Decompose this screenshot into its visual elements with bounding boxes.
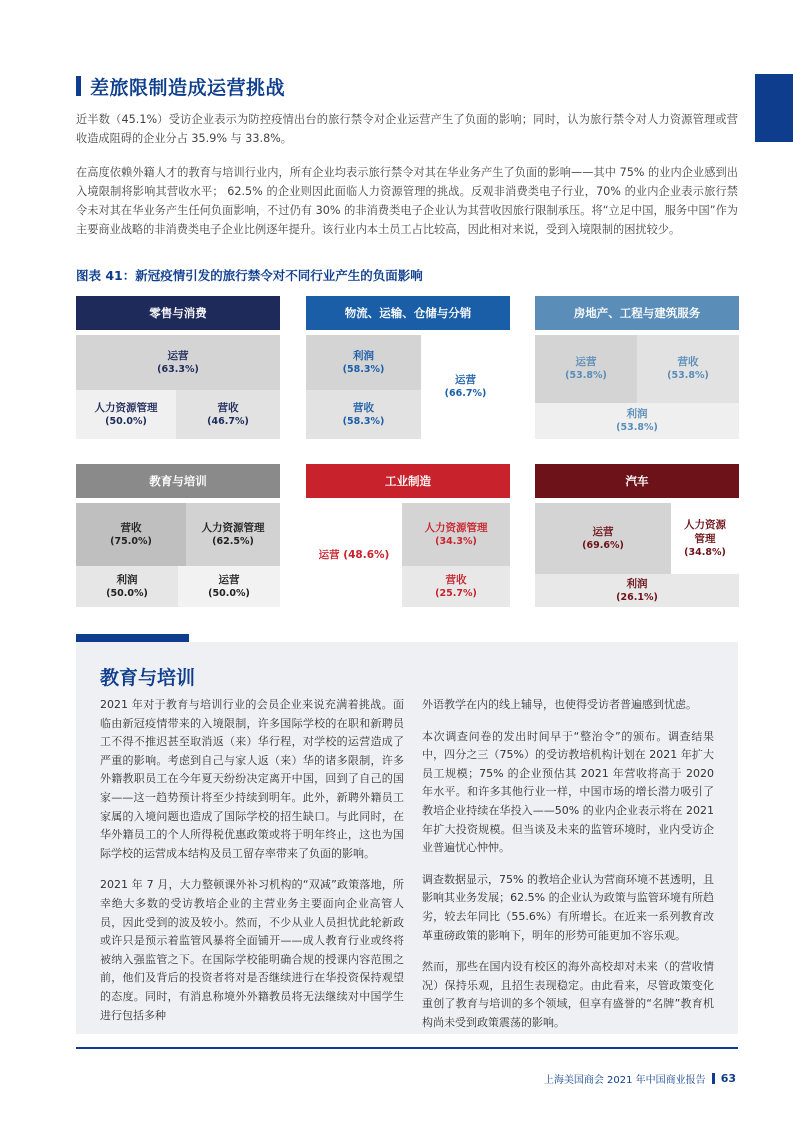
panel-logistics <box>306 296 510 439</box>
cell-operations: 运营 (66.7%) <box>421 335 510 439</box>
box-paragraph: 本次调查问卷的发出时间早于“整治令”的颁布。调查结果中，四分之三（75%）的受访教培机构计划在 2021 年扩大员工规模；75% 的企业预估其 2021 年营收将高于 2020 年水平。和许多其他行业一样，中国市场的增长潜力吸引了教培企业持续在华投入——50% 的业内企业表示将在 2021 年扩大投资规模。但当谈及未来的监管环境时，业内受访企业普遍忧心忡忡。 <box>422 729 714 855</box>
panel-header: 汽车 <box>535 464 739 498</box>
panel-retail <box>76 296 280 439</box>
heading-bar <box>76 76 81 96</box>
panel-automotive <box>535 464 739 607</box>
cell-hr: 人力资源管理 (34.3%) <box>402 503 510 566</box>
paragraph-2: 在高度依赖外籍人才的教育与培训行业内，所有企业均表示旅行禁令对其在华业务产生了负面的影响——其中 75% 的业内企业感到出入境限制将影响其营收水平； 62.5% 的企业则因此面临人力资源管理的挑战。反观非消费类电子行业，70% 的业内企业表示旅行禁令未对其在华业务产生任何负面影响，不过仍有 30% 的非消费类电子企业认为其营收因旅行限制承压。将“立足中国，服务中国”作为主要商业战略的非消费类电子企业比例逐年提升。该行业内本土员工占比较高，因此相对来说，受到入境限制的困扰较少。 <box>76 166 738 236</box>
cell-hr: 人力资源 管理 (34.8%) <box>671 503 739 574</box>
box-column-right <box>422 696 714 1046</box>
panel-header: 房地产、工程与建筑服务 <box>535 296 739 330</box>
cell-hr: 人力资源管理 (62.5%) <box>186 503 280 566</box>
cell-profit: 利润 (50.0%) <box>76 566 178 607</box>
figure-title: 图表 41：新冠疫情引发的旅行禁令对不同行业产生的负面影响 <box>76 268 423 283</box>
cell-revenue: 营收 (58.3%) <box>306 390 421 439</box>
cell-operations: 运营 (50.0%) <box>178 566 280 607</box>
cell-operations: 运营 (48.6%) <box>306 503 402 607</box>
panel-header: 物流、运输、仓储与分销 <box>306 296 510 330</box>
cell-profit: 利润 (53.8%) <box>535 403 739 439</box>
cell-revenue: 营收 (46.7%) <box>176 390 280 439</box>
cell-operations: 运营 (63.3%) <box>76 335 280 390</box>
section-title: 差旅限制造成运营挑战 <box>90 76 286 99</box>
box-accent-bar <box>76 634 189 642</box>
side-tab-marker <box>755 74 793 142</box>
box-column-left <box>100 696 404 1038</box>
box-paragraph: 外语教学在内的线上辅导，也使得受访者普遍感到忧虑。 <box>422 698 697 711</box>
panel-header: 零售与消费 <box>76 296 280 330</box>
panel-real-estate <box>535 296 739 439</box>
paragraph-1: 近半数（45.1%）受访企业表示为防控疫情出台的旅行禁令对企业运营产生了负面的影响；同时，认为旅行禁令对人力资源管理或营收造成阻碍的企业分占 35.9% 与 33.8%。 <box>76 113 738 145</box>
cell-revenue: 营收 (75.0%) <box>76 503 186 566</box>
section-heading <box>76 74 285 98</box>
box-paragraph: 2021 年 7 月，大力整顿课外补习机构的“双减”政策落地，所幸绝大多数的受访教培企业的主营业务主要面向企业高管人员，因此受到的波及较小。然而，不少从业人员担忧此轮新政或许只是预示着监管风暴将全面铺开——成人教育行业或终将被纳入强监管之下。在国际学校能明确合规的授课内容范围之前，他们及背后的投资者将对是否继续进行在华投资保持观望的态度。同时，有消息称境外外籍教员将无法继续对中国学生进行包括多种 <box>100 878 404 1022</box>
cell-operations: 运营 (69.6%) <box>535 503 671 574</box>
panel-manufacturing <box>306 464 510 607</box>
box-paragraph: 然而，那些在国内设有校区的海外高校却对未来（的营收情况）保持乐观，且招生表现稳定。由此看来，尽管政策变化重创了教育与培训的多个领域，但享有盛誉的“名牌”教育机构尚未受到政策震荡的影响。 <box>422 960 714 1029</box>
footer-separator <box>712 1073 715 1084</box>
bottom-rule <box>76 1047 738 1049</box>
cell-profit: 利润 (58.3%) <box>306 335 421 390</box>
cell-revenue: 营收 (53.8%) <box>637 335 739 403</box>
cell-hr: 人力资源管理 (50.0%) <box>76 390 176 439</box>
panel-header: 教育与培训 <box>76 464 280 498</box>
box-title: 教育与培训 <box>100 667 196 689</box>
cell-operations: 运营 (53.8%) <box>535 335 637 403</box>
box-paragraph: 调查数据显示，75% 的教培企业认为营商环境不甚透明，且影响其业务发展；62.5% 的企业认为政策与监管环境有所趋劣，较去年同比（55.6%）有所增长。在近来一系列教育改革重磅政策的影响下，明年的形势可能更加不容乐观。 <box>422 872 714 942</box>
page-footer <box>544 1071 736 1086</box>
panel-header: 工业制造 <box>306 464 510 498</box>
cell-profit: 利润 (26.1%) <box>535 574 739 607</box>
panel-education <box>76 464 280 607</box>
cell-revenue: 营收 (25.7%) <box>402 566 510 607</box>
box-paragraph: 2021 年对于教育与培训行业的会员企业来说充满着挑战。面临由新冠疫情带来的入境限制，许多国际学校的在职和新聘员工不得不推迟甚至取消返（来）华行程，对学校的运营造成了严重的影响。考虑到自己与家人返（来）华的诸多限制，许多外籍教职员工在今年夏天纷纷决定离开中国，回到了自己的国家——这一趋势预计将至少持续到明年。此外，新聘外籍员工家属的入境问题也造成了国际学校的招生缺口。与此同时，在华外籍员工的个人所得税优惠政策或将于明年终止，这也为国际学校的运营成本结构及员工留存率带来了负面的影响。 <box>100 698 404 860</box>
page-number: 63 <box>720 1072 736 1085</box>
footer-text: 上海美国商会 2021 年中国商业报告 <box>543 1075 706 1086</box>
